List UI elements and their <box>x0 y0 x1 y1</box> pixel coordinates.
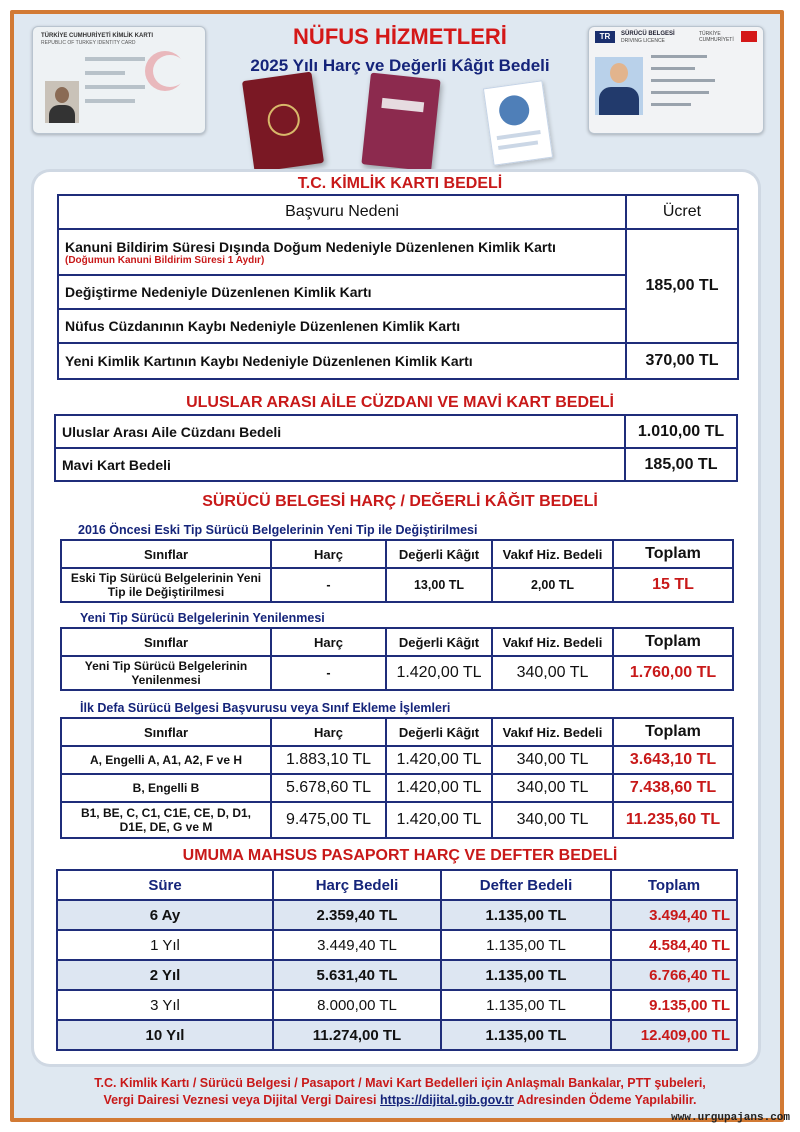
table-row <box>57 900 737 930</box>
t2-row-toplam: 1.760,00 TL <box>613 656 733 690</box>
page-title: NÜFUS HİZMETLERİ <box>293 24 507 49</box>
kimlik-row1-text: Kanuni Bildirim Süresi Dışında Doğum Nedeniyle Düzenlenen Kimlik Kartı <box>65 238 556 255</box>
pas-row3-toplam: 6.766,40 TL <box>611 960 737 990</box>
col-header-harc: Harç <box>271 540 386 568</box>
surucu-table-3 <box>60 717 734 839</box>
t1-row-vakif: 2,00 TL <box>492 568 613 602</box>
footer-note <box>30 1075 770 1109</box>
kimlik-table <box>57 194 739 380</box>
pas-row5-harc: 11.274,00 TL <box>273 1020 441 1050</box>
t2-row-kagit: 1.420,00 TL <box>386 656 492 690</box>
t1-row-toplam: 15 TL <box>613 568 733 602</box>
col-header-vakif: Vakıf Hiz. Bedeli <box>492 718 613 746</box>
aile-row2-text: Mavi Kart Bedeli <box>55 448 625 481</box>
t1-row-harc: - <box>271 568 386 602</box>
id-card-line2: REPUBLIC OF TURKEY IDENTITY CARD <box>41 40 136 46</box>
aile-row1-text: Uluslar Arası Aile Cüzdanı Bedeli <box>55 415 625 448</box>
col-header-toplam: Toplam <box>613 628 733 656</box>
id-card-line1: TÜRKİYE CUMHURİYETİ KİMLİK KARTI <box>41 33 153 39</box>
pas-row1-sure: 6 Ay <box>57 900 273 930</box>
surucu-table-2 <box>60 627 734 691</box>
table-row <box>61 802 733 838</box>
family-booklet-image <box>361 73 440 172</box>
document-image <box>483 80 553 166</box>
table-row <box>57 960 737 990</box>
t3-row3-name: B1, BE, C, C1, C1E, CE, D, D1, D1E, DE, G ve M <box>61 802 271 838</box>
pas-row2-harc: 3.449,40 TL <box>273 930 441 960</box>
table-row <box>57 990 737 1020</box>
footer-line2 <box>30 1092 770 1109</box>
surucu-t1-title: 2016 Öncesi Eski Tip Sürücü Belgelerinin Yeni Tip ile Değiştirilmesi <box>78 523 478 537</box>
pas-row5-toplam: 12.409,00 TL <box>611 1020 737 1050</box>
pas-row4-toplam: 9.135,00 TL <box>611 990 737 1020</box>
col-header-toplam: Toplam <box>613 540 733 568</box>
t1-row-name: Eski Tip Sürücü Belgelerinin Yeni Tip ile Değiştirilmesi <box>61 568 271 602</box>
passport-image <box>242 72 324 173</box>
page-subtitle: 2025 Yılı Harç ve Değerli Kâğıt Bedeli <box>250 56 550 75</box>
pas-row5-sure: 10 Yıl <box>57 1020 273 1050</box>
licence-line2: DRIVING LICENCE <box>621 38 665 44</box>
pas-row1-defter: 1.135,00 TL <box>441 900 611 930</box>
pas-row3-sure: 2 Yıl <box>57 960 273 990</box>
col-header-toplam: Toplam <box>611 870 737 900</box>
surucu-t2-title: Yeni Tip Sürücü Belgelerinin Yenilenmesi <box>80 611 325 625</box>
col-header-fee: Ücret <box>626 195 738 229</box>
watermark: www.urgupajans.com <box>671 1112 790 1124</box>
aile-row1-fee: 1.010,00 TL <box>625 415 737 448</box>
footer-line2-before: Vergi Dairesi Veznesi veya Dijital Vergi Dairesi <box>103 1093 377 1107</box>
pas-row1-harc: 2.359,40 TL <box>273 900 441 930</box>
t2-row-vakif: 340,00 TL <box>492 656 613 690</box>
col-header-reason: Başvuru Nedeni <box>58 195 626 229</box>
kimlik-row4-text: Yeni Kimlik Kartının Kaybı Nedeniyle Düzenlenen Kimlik Kartı <box>58 343 626 379</box>
pas-row4-harc: 8.000,00 TL <box>273 990 441 1020</box>
t2-row-harc: - <box>271 656 386 690</box>
licence-line3: TÜRKİYE CUMHURİYETİ <box>699 31 734 43</box>
t3-row1-toplam: 3.643,10 TL <box>613 746 733 774</box>
pas-row4-sure: 3 Yıl <box>57 990 273 1020</box>
col-header-harc: Harç <box>271 628 386 656</box>
table-row <box>58 229 626 275</box>
col-header-vakif: Vakıf Hiz. Bedeli <box>492 628 613 656</box>
col-header-siniflar: Sınıflar <box>61 628 271 656</box>
col-header-vakif: Vakıf Hiz. Bedeli <box>492 540 613 568</box>
aile-table <box>54 414 738 482</box>
kimlik-row4-fee: 370,00 TL <box>626 343 738 379</box>
payment-link[interactable]: https://dijital.gib.gov.tr <box>380 1093 514 1107</box>
t3-row1-harc: 1.883,10 TL <box>271 746 386 774</box>
col-header-kagit: Değerli Kâğıt <box>386 540 492 568</box>
t3-row2-kagit: 1.420,00 TL <box>386 774 492 802</box>
t3-row3-kagit: 1.420,00 TL <box>386 802 492 838</box>
col-header-harc: Harç <box>271 718 386 746</box>
footer-line1: T.C. Kimlik Kartı / Sürücü Belgesi / Pasaport / Mavi Kart Bedelleri için Anlaşmalı Bankalar, PTT şubeleri, <box>94 1076 706 1090</box>
t3-row1-name: A, Engelli A, A1, A2, F ve H <box>61 746 271 774</box>
surucu-section-title: SÜRÜCÜ BELGESİ HARÇ / DEĞERLİ KÂĞIT BEDELİ <box>202 493 598 510</box>
table-row <box>61 774 733 802</box>
surucu-table-1 <box>60 539 734 603</box>
col-header-siniflar: Sınıflar <box>61 718 271 746</box>
pasaport-table <box>56 869 738 1051</box>
id-photo <box>45 81 79 123</box>
pas-row3-harc: 5.631,40 TL <box>273 960 441 990</box>
aile-row2-fee: 185,00 TL <box>625 448 737 481</box>
t3-row2-name: B, Engelli B <box>61 774 271 802</box>
col-header-kagit: Değerli Kâğıt <box>386 718 492 746</box>
t3-row2-toplam: 7.438,60 TL <box>613 774 733 802</box>
aile-section-title: ULUSLAR ARASI AİLE CÜZDANI VE MAVİ KART BEDELİ <box>186 394 614 411</box>
kimlik-row2-text: Değiştirme Nedeniyle Düzenlenen Kimlik Kartı <box>58 275 626 309</box>
pasaport-section-title: UMUMA MAHSUS PASAPORT HARÇ VE DEFTER BEDELİ <box>182 847 618 864</box>
col-header-kagit: Değerli Kâğıt <box>386 628 492 656</box>
col-header-toplam: Toplam <box>613 718 733 746</box>
kimlik-row3-text: Nüfus Cüzdanının Kaybı Nedeniyle Düzenlenen Kimlik Kartı <box>58 309 626 343</box>
t1-row-kagit: 13,00 TL <box>386 568 492 602</box>
t3-row1-vakif: 340,00 TL <box>492 746 613 774</box>
t3-row2-harc: 5.678,60 TL <box>271 774 386 802</box>
t3-row2-vakif: 340,00 TL <box>492 774 613 802</box>
pas-row1-toplam: 3.494,40 TL <box>611 900 737 930</box>
col-header-sure: Süre <box>57 870 273 900</box>
table-row <box>61 746 733 774</box>
kimlik-row1-note: (Doğumun Kanuni Bildirim Süresi 1 Aydır) <box>65 254 265 266</box>
t3-row3-toplam: 11.235,60 TL <box>613 802 733 838</box>
t2-row-name: Yeni Tip Sürücü Belgelerinin Yenilenmesi <box>61 656 271 690</box>
t3-row3-vakif: 340,00 TL <box>492 802 613 838</box>
footer-line2-after: Adresinden Ödeme Yapılabilir. <box>516 1093 697 1107</box>
surucu-t3-title: İlk Defa Sürücü Belgesi Başvurusu veya Sınıf Ekleme İşlemleri <box>80 701 451 715</box>
pas-row2-toplam: 4.584,40 TL <box>611 930 737 960</box>
pas-row4-defter: 1.135,00 TL <box>441 990 611 1020</box>
col-header-defter-bedeli: Defter Bedeli <box>441 870 611 900</box>
col-header-siniflar: Sınıflar <box>61 540 271 568</box>
table-row <box>57 1020 737 1050</box>
pas-row3-defter: 1.135,00 TL <box>441 960 611 990</box>
licence-line1: SÜRÜCÜ BELGESİ <box>621 31 675 37</box>
kimlik-fee-group: 185,00 TL <box>626 229 738 343</box>
pas-row2-sure: 1 Yıl <box>57 930 273 960</box>
table-row <box>57 930 737 960</box>
kimlik-section-title: T.C. KİMLİK KARTI BEDELİ <box>297 175 503 192</box>
t3-row1-kagit: 1.420,00 TL <box>386 746 492 774</box>
pas-row2-defter: 1.135,00 TL <box>441 930 611 960</box>
pas-row5-defter: 1.135,00 TL <box>441 1020 611 1050</box>
licence-tr-badge: TR <box>595 31 615 43</box>
t3-row3-harc: 9.475,00 TL <box>271 802 386 838</box>
col-header-harc-bedeli: Harç Bedeli <box>273 870 441 900</box>
